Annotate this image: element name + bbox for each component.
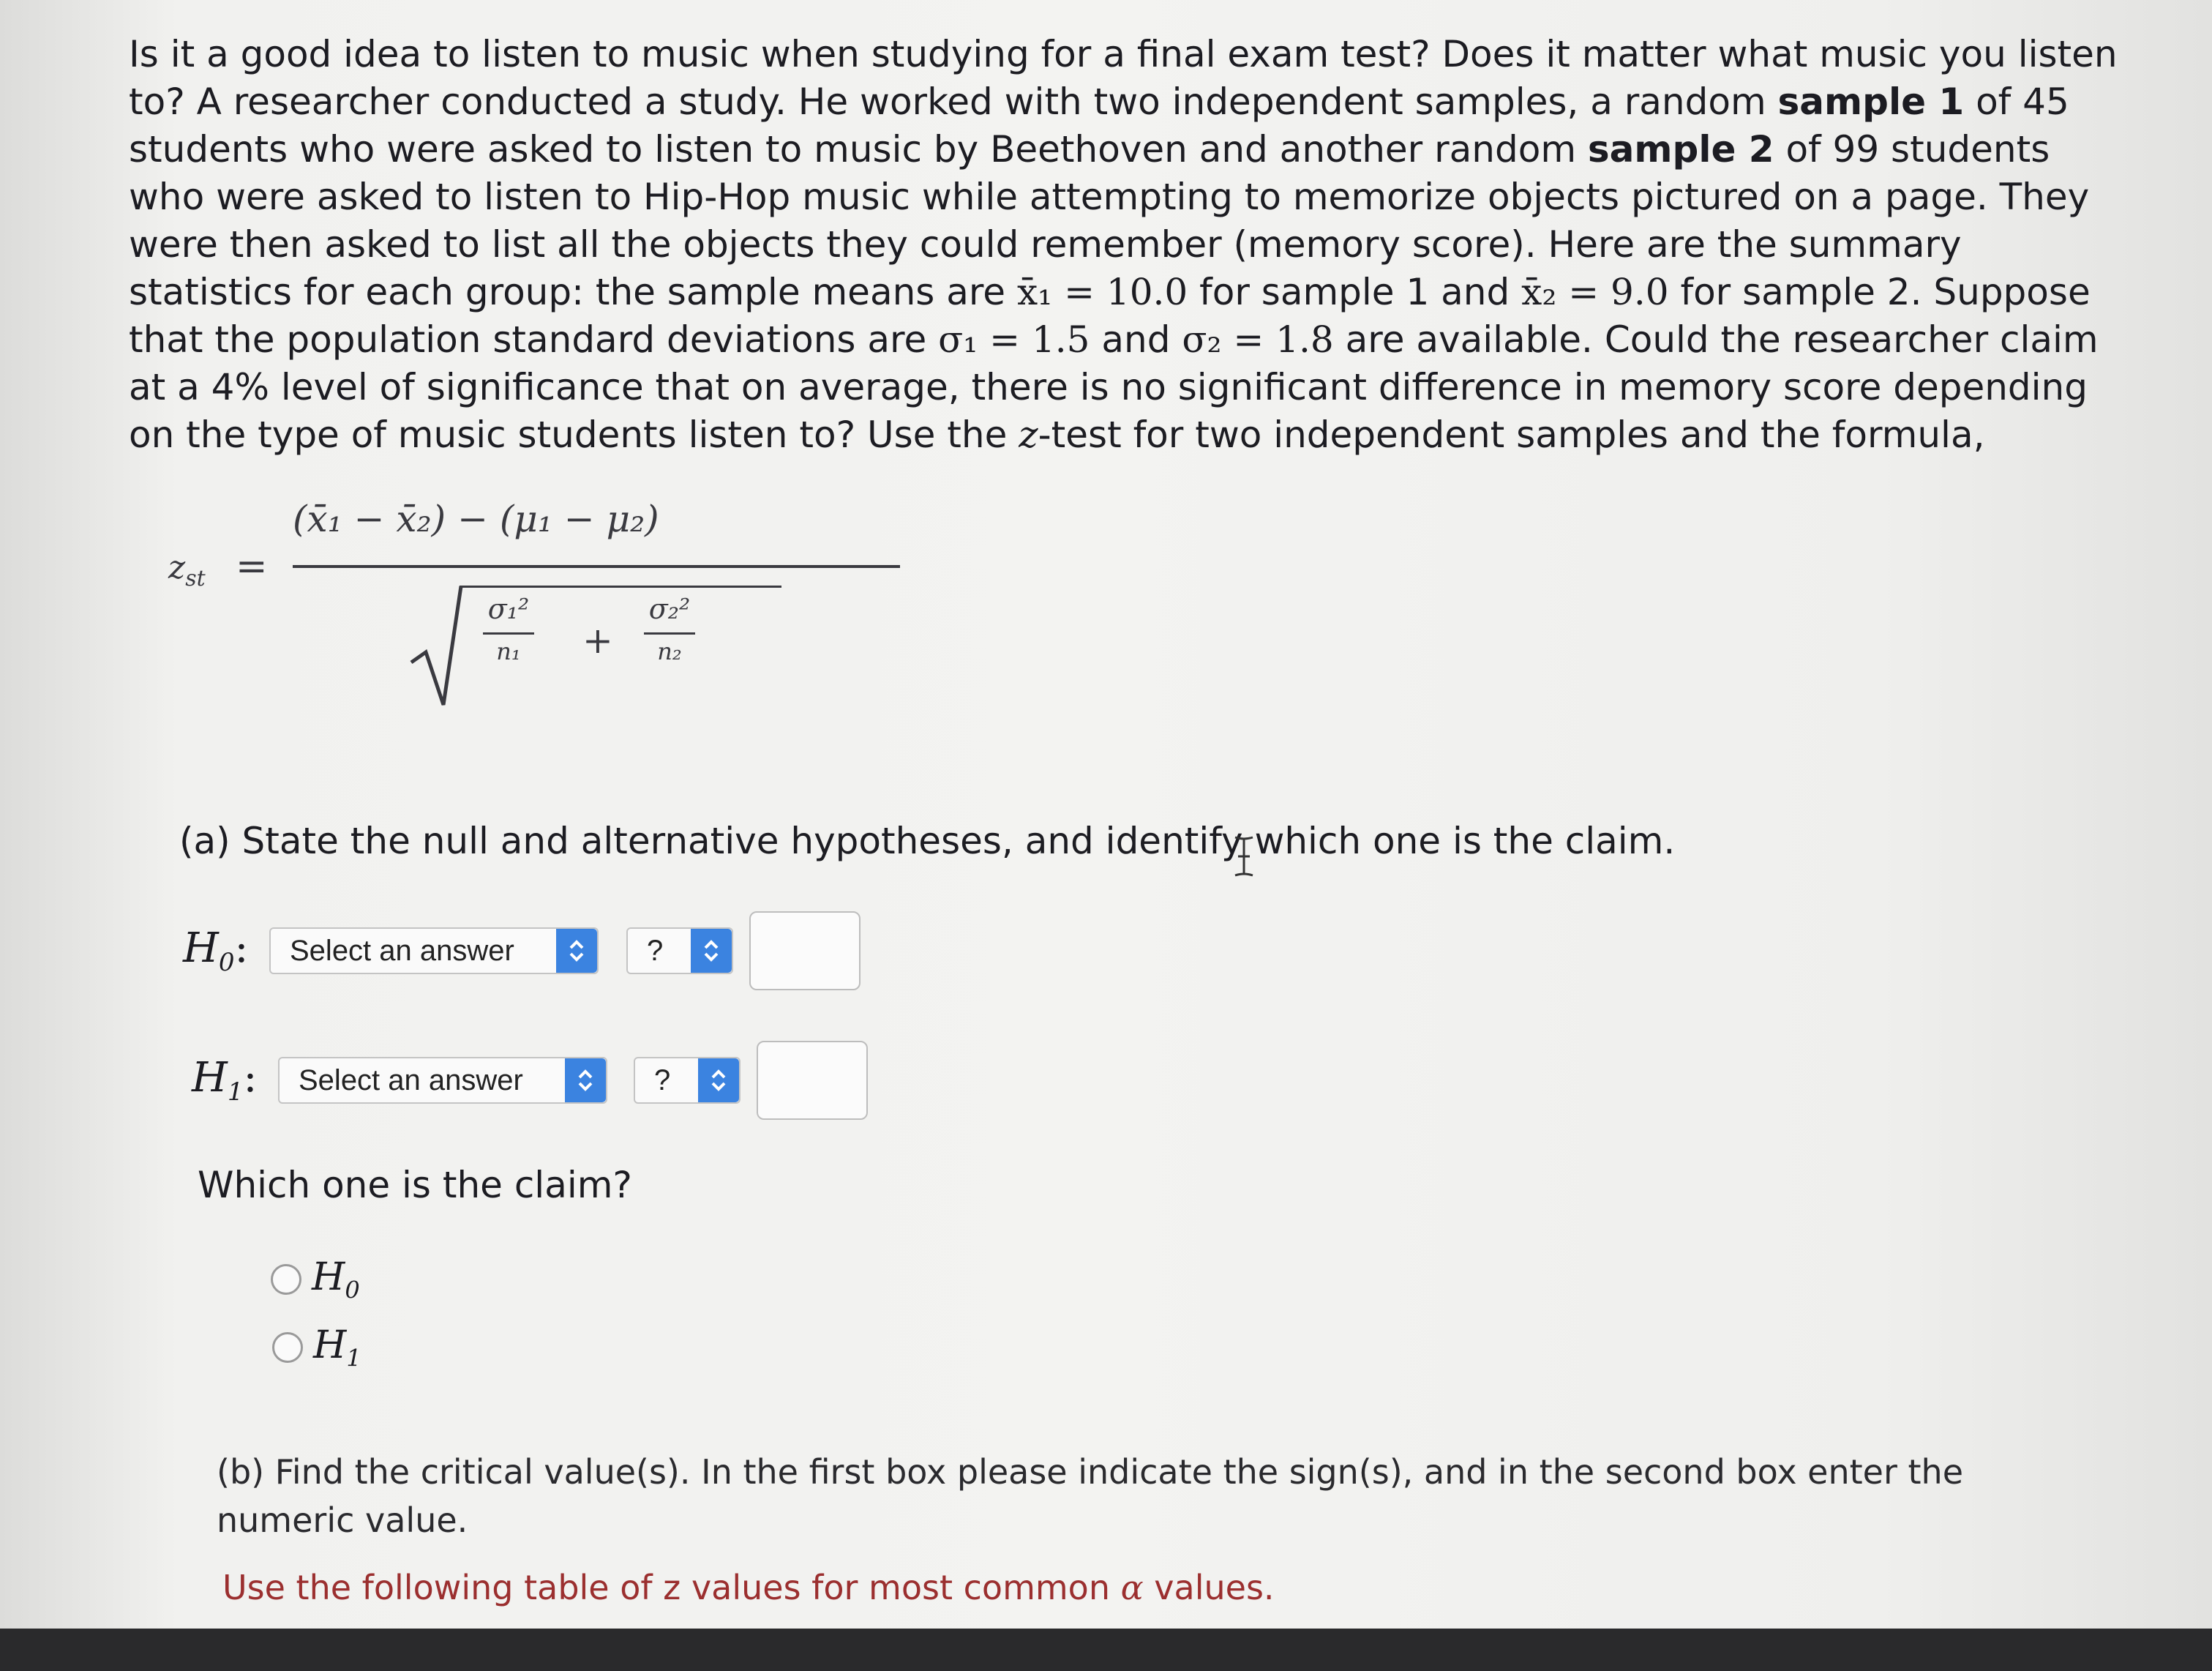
- variance-term-1: σ₁² n₁: [476, 593, 541, 665]
- problem-text: for sample 2. Suppose that the population standard deviations are: [129, 271, 2091, 361]
- h0-value-input[interactable]: [749, 911, 861, 990]
- mean-1: x̄₁ = 10.0: [1016, 271, 1188, 313]
- text-cursor-icon: [1229, 834, 1259, 878]
- select-updown-icon: [556, 929, 597, 973]
- alpha-symbol: α: [1120, 1568, 1144, 1607]
- problem-text: are available. Could the researcher claim at a 4% level of significance that on average, there is no significant difference in memory score depending on the type of music students listen to? Use the: [129, 318, 2099, 456]
- radio-button-h0[interactable]: [271, 1264, 301, 1295]
- sd-2: σ₂ = 1.8: [1182, 318, 1334, 361]
- square-root-bar: [460, 586, 781, 588]
- square-root-icon: [410, 582, 468, 706]
- sample-2-label: sample 2: [1587, 128, 1774, 171]
- problem-text: for sample 1 and: [1188, 271, 1522, 313]
- mean-2: x̄₂ = 9.0: [1521, 271, 1669, 313]
- h0-parameter-select[interactable]: [269, 927, 599, 974]
- radio-button-h1[interactable]: [272, 1332, 303, 1363]
- select-updown-icon: [691, 929, 732, 973]
- sample-1-label: sample 1: [1777, 81, 1965, 123]
- claim-option-label: $H_1$: [313, 1323, 361, 1372]
- problem-text: of 99 students who were asked to listen to Hip-Hop music while attempting to memorize objects pictured on a page. They were then asked to list all the objects they could remember (memory score). Here are the summary statistics for each group: the sample means are: [129, 128, 2090, 313]
- h0-row: [183, 911, 861, 990]
- claim-option-label: $H_0$: [312, 1255, 360, 1304]
- problem-statement: [129, 31, 2119, 459]
- select-updown-icon: [565, 1058, 606, 1102]
- z-table-link[interactable]: Use the following table of z values for most common α values.: [222, 1568, 1275, 1607]
- claim-option-h0[interactable]: [271, 1255, 360, 1304]
- h0-parameter-select-value: Select an answer: [290, 934, 514, 967]
- h1-label: $H_1$:: [192, 1053, 258, 1107]
- select-updown-icon: [698, 1058, 739, 1102]
- formula-lhs: $z_{st}$: [168, 549, 206, 591]
- formula-numerator: (x̄₁ − x̄₂) − (μ₁ − μ₂): [293, 498, 659, 540]
- problem-text: and: [1090, 318, 1182, 361]
- problem-text: of 45 students who were asked to listen to music by Beethoven and another random: [129, 81, 2069, 171]
- h0-operator-select-value: ?: [647, 934, 664, 967]
- z-statistic-formula: [168, 498, 754, 710]
- h0-operator-select[interactable]: [626, 927, 733, 974]
- h1-operator-select[interactable]: [634, 1057, 741, 1104]
- h1-row: [192, 1041, 868, 1120]
- formula-equals: =: [236, 545, 268, 588]
- z-variable: z: [1019, 414, 1038, 456]
- sd-1: σ₁ = 1.5: [938, 318, 1090, 361]
- h1-parameter-select-value: Select an answer: [299, 1063, 523, 1096]
- part-a-prompt: (a) State the null and alternative hypotheses, and identify which one is the claim.: [179, 820, 1676, 862]
- problem-text: -test for two independent samples and the formula,: [1038, 414, 1985, 456]
- fraction-bar: [293, 565, 900, 568]
- formula-plus: +: [582, 619, 613, 662]
- claim-question: Which one is the claim?: [198, 1164, 632, 1206]
- claim-option-h1[interactable]: [272, 1323, 361, 1372]
- part-b-prompt: (b) Find the critical value(s). In the first box please indicate the sign(s), and in the second box enter the numeric value.: [217, 1452, 1963, 1540]
- screen-bezel: [0, 1629, 2212, 1671]
- h0-label: $H_0$:: [183, 924, 249, 978]
- h1-operator-select-value: ?: [654, 1063, 671, 1096]
- h1-value-input[interactable]: [757, 1041, 868, 1120]
- variance-term-2: σ₂² n₂: [637, 593, 702, 665]
- problem-text: Is it a good idea to listen to music when studying for a final exam test? Does it matter what music you listen to? A researcher conducted a study. He worked with two independent samples, a random: [129, 33, 2118, 123]
- h1-parameter-select[interactable]: [278, 1057, 607, 1104]
